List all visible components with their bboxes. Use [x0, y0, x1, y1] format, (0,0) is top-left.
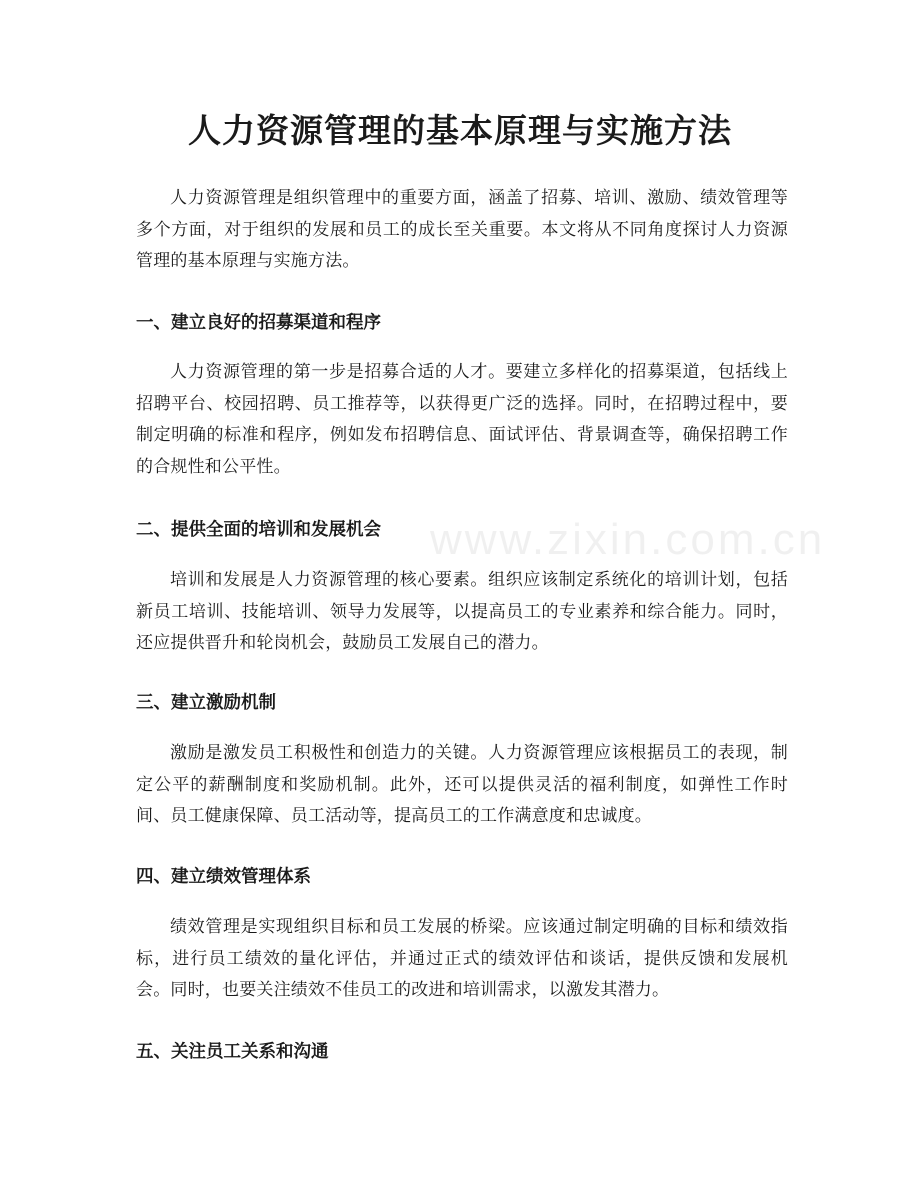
section-2-paragraph: 培训和发展是人力资源管理的核心要素。组织应该制定系统化的培训计划，包括新员工培训、技能培训、领导力发展等，以提高员工的专业素养和综合能力。同时，还应提供晋升和轮岗机会，鼓励员工发展自己的潜力。 [136, 570, 788, 653]
section-4-heading: 四、建立绩效管理体系 [136, 867, 311, 887]
section-4-paragraph: 绩效管理是实现组织目标和员工发展的桥梁。应该通过制定明确的目标和绩效指标，进行员工绩效的量化评估，并通过正式的绩效评估和谈话，提供反馈和发展机会。同时，也要关注绩效不佳员工的改进和培训需求，以激发其潜力。 [136, 917, 788, 1000]
section-2-heading: 二、提供全面的培训和发展机会 [136, 520, 381, 540]
page-title: 人力资源管理的基本原理与实施方法 [188, 111, 732, 150]
section-1-paragraph: 人力资源管理的第一步是招募合适的人才。要建立多样化的招募渠道，包括线上招聘平台、校园招聘、员工推荐等，以获得更广泛的选择。同时，在招聘过程中，要制定明确的标准和程序，例如发布招聘信息、面试评估、背景调查等，确保招聘工作的合规性和公平性。 [136, 362, 788, 477]
section-5-heading: 五、关注员工关系和沟通 [136, 1042, 329, 1062]
section-3-heading: 三、建立激励机制 [136, 693, 276, 713]
section-3-paragraph: 激励是激发员工积极性和创造力的关键。人力资源管理应该根据员工的表现，制定公平的薪酬制度和奖励机制。此外，还可以提供灵活的福利制度，如弹性工作时间、员工健康保障、员工活动等，提高员工的工作满意度和忠诚度。 [136, 743, 788, 826]
watermark: www.zixin.com.cn [430, 515, 826, 564]
intro-paragraph: 人力资源管理是组织管理中的重要方面，涵盖了招募、培训、激励、绩效管理等多个方面，对于组织的发展和员工的成长至关重要。本文将从不同角度探讨人力资源管理的基本原理与实施方法。 [136, 188, 788, 271]
section-1-heading: 一、建立良好的招募渠道和程序 [136, 313, 381, 333]
